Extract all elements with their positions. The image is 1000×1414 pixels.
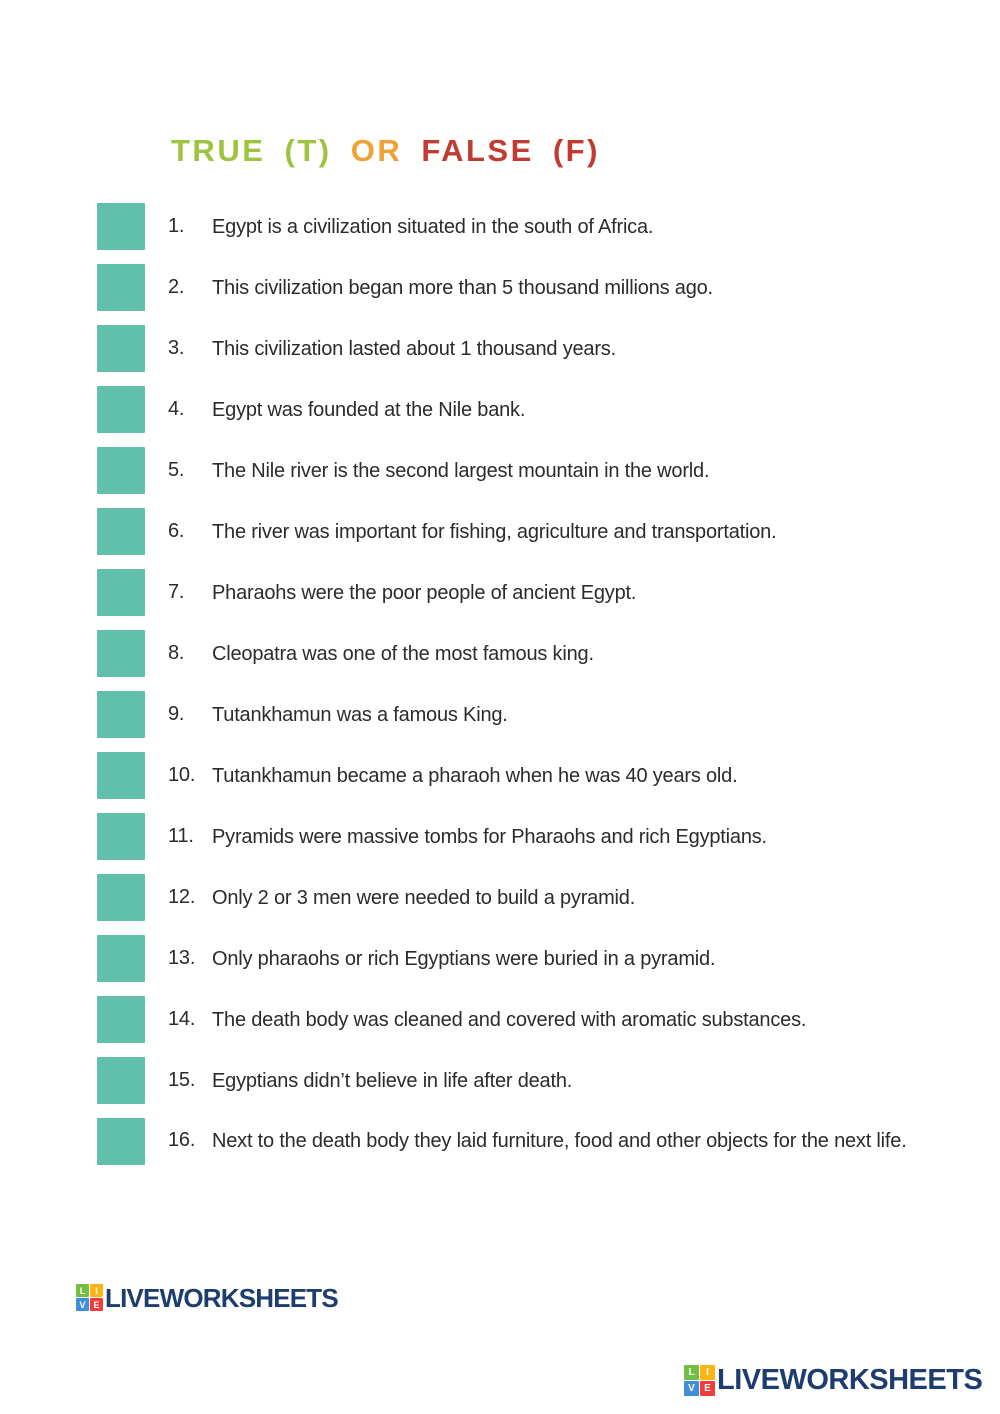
answer-input-box[interactable] bbox=[97, 935, 145, 982]
answer-input-box[interactable] bbox=[97, 447, 145, 494]
answer-input-box[interactable] bbox=[97, 874, 145, 921]
statement-row bbox=[97, 447, 915, 494]
statement-row bbox=[97, 630, 915, 677]
statement-number: 10. bbox=[168, 764, 196, 786]
liveworksheets-logo-worksheet bbox=[76, 1284, 338, 1311]
logo-letter-i: I bbox=[700, 1365, 715, 1380]
statement-text: Egypt was founded at the Nile bank. bbox=[212, 398, 526, 421]
statement-number: 6. bbox=[168, 520, 185, 542]
statement-text: Egyptians didn’t believe in life after death. bbox=[212, 1069, 573, 1092]
liveworksheets-wordmark: LIVEWORKSHEETS bbox=[717, 1364, 983, 1396]
answer-input-box[interactable] bbox=[97, 508, 145, 555]
title-false-part: FALSE (F) bbox=[421, 132, 600, 168]
statement-number: 15. bbox=[168, 1069, 196, 1091]
statement-text: Egypt is a civilization situated in the south of Africa. bbox=[212, 215, 654, 238]
title-true-part: TRUE (T) bbox=[171, 132, 332, 168]
statement-number: 11. bbox=[168, 825, 194, 847]
statement-row bbox=[97, 874, 915, 921]
statement-row bbox=[97, 752, 915, 799]
statement-number: 16. bbox=[168, 1129, 196, 1151]
answer-input-box[interactable] bbox=[97, 996, 145, 1043]
answer-input-box[interactable] bbox=[97, 386, 145, 433]
statement-number: 5. bbox=[168, 459, 185, 481]
liveworksheets-icon bbox=[684, 1365, 715, 1396]
answer-input-box[interactable] bbox=[97, 325, 145, 372]
answer-input-box[interactable] bbox=[97, 569, 145, 616]
statement-text: Pharaohs were the poor people of ancient Egypt. bbox=[212, 581, 637, 604]
title-or-part: OR bbox=[350, 132, 403, 168]
logo-letter-i: I bbox=[90, 1284, 103, 1297]
answer-input-box[interactable] bbox=[97, 1118, 145, 1165]
statement-row bbox=[97, 325, 915, 372]
statement-row bbox=[97, 264, 915, 311]
answer-input-box[interactable] bbox=[97, 691, 145, 738]
answer-input-box[interactable] bbox=[97, 264, 145, 311]
statement-text: Pyramids were massive tombs for Pharaohs and rich Egyptians. bbox=[212, 825, 767, 848]
statement-text: Next to the death body they laid furniture, food and other objects for the next life. bbox=[212, 1130, 907, 1152]
statement-row bbox=[97, 813, 915, 860]
logo-letter-l: L bbox=[76, 1284, 89, 1297]
liveworksheets-logo-site[interactable] bbox=[684, 1365, 982, 1396]
liveworksheets-wordmark: LIVEWORKSHEETS bbox=[105, 1282, 338, 1313]
logo-letter-v: V bbox=[684, 1381, 699, 1396]
statement-number: 9. bbox=[168, 703, 185, 725]
statement-text: Tutankhamun was a famous King. bbox=[212, 703, 508, 726]
statement-row bbox=[97, 203, 915, 250]
statement-row bbox=[97, 1118, 915, 1172]
statement-row bbox=[97, 508, 915, 555]
statement-number: 3. bbox=[168, 337, 185, 359]
statement-text: Tutankhamun became a pharaoh when he was 40 years old. bbox=[212, 764, 738, 787]
answer-input-box[interactable] bbox=[97, 1057, 145, 1104]
statement-number: 4. bbox=[168, 398, 185, 420]
logo-letter-l: L bbox=[684, 1365, 699, 1380]
statement-text: Only 2 or 3 men were needed to build a pyramid. bbox=[212, 886, 636, 909]
statement-text: Only pharaohs or rich Egyptians were buried in a pyramid. bbox=[212, 947, 716, 970]
logo-letter-e: E bbox=[90, 1298, 103, 1311]
statement-number: 8. bbox=[168, 642, 185, 664]
statement-number: 7. bbox=[168, 581, 185, 603]
statement-number: 2. bbox=[168, 276, 185, 298]
liveworksheets-icon bbox=[76, 1284, 103, 1311]
statement-text: The death body was cleaned and covered with aromatic substances. bbox=[212, 1008, 807, 1031]
statement-number: 14. bbox=[168, 1008, 196, 1030]
statement-text: This civilization began more than 5 thousand millions ago. bbox=[212, 276, 713, 299]
statement-row bbox=[97, 569, 915, 616]
answer-input-box[interactable] bbox=[97, 813, 145, 860]
statement-text: The Nile river is the second largest mountain in the world. bbox=[212, 459, 710, 482]
logo-letter-e: E bbox=[700, 1381, 715, 1396]
statement-row bbox=[97, 691, 915, 738]
statement-row bbox=[97, 996, 915, 1043]
statement-row bbox=[97, 1057, 915, 1104]
statement-number: 13. bbox=[168, 947, 196, 969]
statement-text: Cleopatra was one of the most famous king. bbox=[212, 642, 594, 665]
statement-row bbox=[97, 386, 915, 433]
statement-row bbox=[97, 935, 915, 982]
page-title bbox=[171, 133, 600, 169]
logo-letter-v: V bbox=[76, 1298, 89, 1311]
statement-text: This civilization lasted about 1 thousand years. bbox=[212, 337, 616, 360]
statement-text: The river was important for fishing, agriculture and transportation. bbox=[212, 520, 777, 543]
statement-number: 12. bbox=[168, 886, 196, 908]
answer-input-box[interactable] bbox=[97, 752, 145, 799]
answer-input-box[interactable] bbox=[97, 203, 145, 250]
statement-list bbox=[97, 203, 915, 1186]
answer-input-box[interactable] bbox=[97, 630, 145, 677]
statement-number: 1. bbox=[168, 215, 185, 237]
